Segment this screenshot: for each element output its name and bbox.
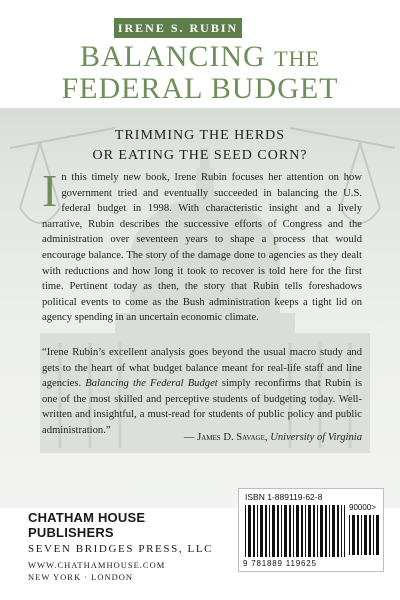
barcode-bar <box>293 505 294 557</box>
publisher-name: CHATHAM HOUSE PUBLISHERS <box>28 510 146 540</box>
barcode-bar <box>373 515 374 555</box>
barcode-bar <box>337 505 339 557</box>
barcode-bar <box>369 515 371 555</box>
barcode-bar <box>308 505 311 557</box>
barcode-bar <box>361 515 362 555</box>
barcode-bar <box>364 515 367 555</box>
barcode-bar <box>277 505 279 557</box>
book-description <box>42 165 362 326</box>
title-word-balancing: BALANCING <box>80 40 266 73</box>
barcode-bar <box>269 505 270 557</box>
author-badge: IRENE S. RUBIN <box>114 18 242 38</box>
barcode-bar <box>248 505 251 557</box>
publisher-block <box>28 510 228 582</box>
review-quote <box>42 345 362 439</box>
barcode-bar <box>257 505 258 557</box>
publisher-imprint: SEVEN BRIDGES PRESS, LLC <box>28 543 214 555</box>
barcode-bar <box>281 505 282 557</box>
price-barcode <box>349 515 379 555</box>
quote-part-2: simply reconfirms that Rubin is one of the most skilled and perceptive students of budgeting today. Well-written and insightful, a must-read for students of public policy and public administration.” <box>42 378 362 436</box>
book-title-line-2: FEDERAL BUDGET <box>61 72 339 105</box>
attribution-separator: , <box>264 432 271 443</box>
attribution-affiliation: University of Virginia <box>270 432 362 443</box>
publisher-url: WWW.CHATHAMHOUSE.COM <box>28 560 166 570</box>
barcode-bar <box>289 505 291 557</box>
barcode-bar <box>296 505 299 557</box>
isbn-label: ISBN 1-889119-62-8 <box>245 492 323 502</box>
barcode-bar <box>352 515 355 555</box>
ean-number: 9 781889 119625 <box>243 559 317 568</box>
barcode-bar <box>253 505 255 557</box>
barcode-bar <box>317 505 318 557</box>
price-code: 90000> <box>349 503 376 512</box>
cover-header <box>0 0 400 108</box>
barcode-bar <box>376 515 379 555</box>
barcode-bar <box>305 505 306 557</box>
barcode-bar <box>245 505 246 557</box>
barcode-bar <box>265 505 267 557</box>
publisher-cities: NEW YORK · LONDON <box>28 572 134 582</box>
description-text: n this timely new book, Irene Rubin focuses her attention on how government tried and eventually succeeded in balancing the U.S. federal budget in 1998. With characteristic insight and a lively narrative, Rubin describes the successive efforts of Congress and the administration over seventeen years to shape a process that would encourage balance. The story of the damage done to agencies as they dealt with reductions and how long it took to recover is told here for the first time. Pertinent today as then, the story that Rubin tells foreshadows political events to come as the Bush administration keeps a tight lid on agency spending in an uncertain economic climate. <box>42 172 362 324</box>
barcode-bar <box>344 505 345 557</box>
subtitle-line-2: OR EATING THE SEED CORN? <box>92 148 308 163</box>
ean-barcode <box>245 505 345 557</box>
attribution-dash: — <box>183 432 198 443</box>
barcode-bar <box>357 515 359 555</box>
quote-attribution <box>42 432 362 443</box>
barcode-bar <box>320 505 323 557</box>
subtitle-line-1: TRIMMING THE HERDS <box>114 128 286 143</box>
quote-part-1: “Irene Rubin’s excellent analysis goes beyond the usual macro study and gets to the heart of what budget balance meant for real-life staff and line agencies. <box>42 347 362 390</box>
barcode-bar <box>341 505 342 557</box>
barcode-bar <box>329 505 330 557</box>
barcode-bar <box>272 505 275 557</box>
barcode-bar <box>260 505 263 557</box>
barcode-bar <box>349 515 350 555</box>
drop-cap: I <box>42 165 58 216</box>
barcode-bar <box>313 505 315 557</box>
attribution-name: James D. Savage <box>197 432 265 443</box>
title-word-the: THE <box>274 46 320 71</box>
barcode-bar <box>325 505 327 557</box>
barcode-bar <box>332 505 335 557</box>
barcode-bar <box>301 505 303 557</box>
barcode-bar <box>284 505 287 557</box>
barcode-box <box>238 488 384 572</box>
quote-book-title: Balancing the Federal Budget <box>85 378 218 390</box>
book-title-line-1 <box>0 42 400 74</box>
